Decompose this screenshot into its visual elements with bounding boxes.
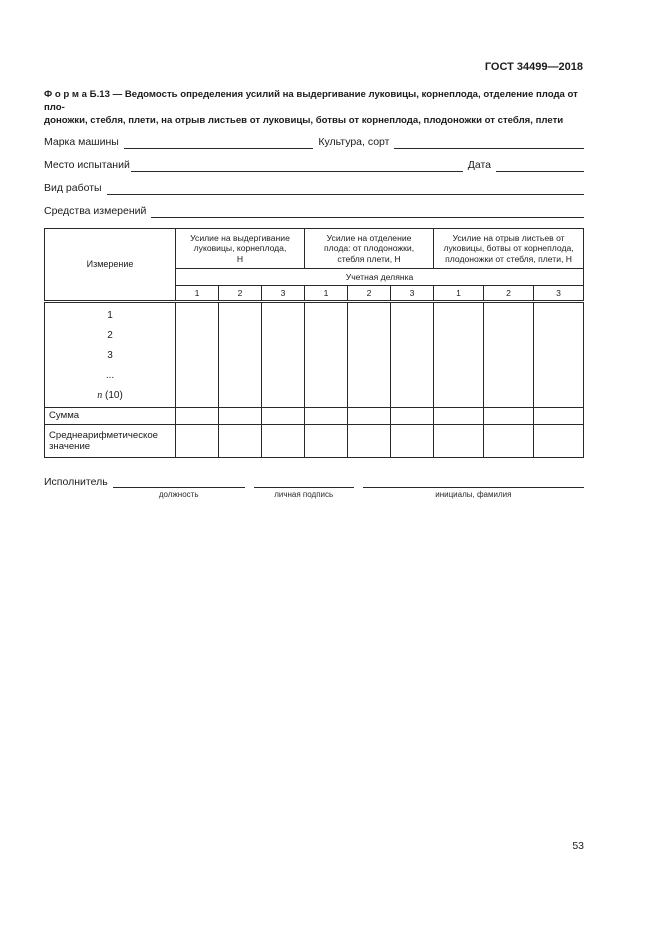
data-cell	[219, 302, 262, 408]
plot-number-cell: 2	[484, 286, 534, 302]
data-cell	[434, 408, 484, 425]
group-header-line: Усилие на отрыв листьев от	[452, 232, 565, 243]
data-cell	[176, 302, 219, 408]
group-header-line: Усилие на отделение	[326, 232, 412, 243]
data-cell	[348, 302, 391, 408]
measurement-number: 3	[107, 350, 113, 361]
table-group-header-row	[45, 229, 584, 269]
data-cell	[305, 425, 348, 458]
signature-field-initials-surname	[363, 476, 584, 499]
signature-line-initials-surname	[363, 476, 584, 488]
plot-number-cell: 1	[434, 286, 484, 302]
blank-line-culture-sort	[394, 137, 584, 149]
signature-sublabel-personal-signature: личная подпись	[274, 490, 334, 499]
blank-line-test-place	[131, 160, 463, 172]
form-title-line2: доножки, стебля, плети, на отрыв листьев от луковицы, ботвы от корнеплода, плодоножки от стебля, плети	[44, 115, 564, 126]
group-header-line: луковицы, ботвы от корнеплода,	[443, 243, 574, 254]
signature-field-personal-signature	[254, 476, 354, 499]
measurement-column-header: Измерение	[45, 229, 176, 302]
data-cell	[262, 302, 305, 408]
measurement-number: 2	[107, 330, 113, 341]
blank-line-machine-brand	[124, 137, 314, 149]
blank-line-measuring-tools	[151, 206, 584, 218]
group-header-line: стебля плети, Н	[337, 253, 401, 264]
data-cell	[305, 408, 348, 425]
measurements-table	[44, 228, 584, 458]
data-cell	[176, 408, 219, 425]
field-label-measuring-tools: Средства измерений	[44, 205, 147, 217]
mean-row-label: Среднеарифметическое значение	[45, 425, 176, 458]
blank-line-date	[496, 160, 584, 172]
sum-row	[45, 408, 584, 425]
data-cell	[176, 425, 219, 458]
force-group-header-pullout	[176, 229, 305, 269]
data-cell	[484, 425, 534, 458]
n-count: (10)	[102, 390, 123, 401]
data-cell	[305, 302, 348, 408]
field-row-machine-culture	[44, 136, 584, 149]
signature-sublabel-initials-surname: инициалы, фамилия	[435, 490, 512, 499]
group-header-line: луковицы, корнеплода,	[193, 243, 287, 254]
plot-number-cell: 3	[262, 286, 305, 302]
executor-block	[44, 476, 584, 499]
executor-label: Исполнитель	[44, 476, 108, 488]
signature-line-personal-signature	[254, 476, 354, 488]
data-cell	[484, 408, 534, 425]
form-title-line1: Ф о р м а Б.13 — Ведомость определения усилий на выдергивание луковицы, корнеплода, отделение плода от пло-	[44, 89, 578, 113]
data-cell	[391, 425, 434, 458]
n-symbol: n	[97, 390, 103, 401]
data-cell	[348, 425, 391, 458]
plot-number-cell: 2	[348, 286, 391, 302]
group-header-line: плода: от плодоножки,	[323, 243, 415, 254]
force-group-header-separation	[305, 229, 434, 269]
data-cell	[391, 408, 434, 425]
plot-header: Учетная делянка	[176, 269, 584, 286]
field-row-measuring-tools	[44, 205, 584, 218]
data-cell	[219, 425, 262, 458]
signature-line-position	[113, 476, 245, 488]
data-cell	[391, 302, 434, 408]
measurements-table-container	[44, 228, 584, 458]
plot-number-cell: 1	[176, 286, 219, 302]
standard-designation: ГОСТ 34499—2018	[484, 61, 583, 73]
measurement-number-n	[47, 386, 173, 406]
data-cell	[534, 425, 584, 458]
force-group-header-tearoff	[434, 229, 584, 269]
data-cell	[534, 302, 584, 408]
field-label-machine-brand: Марка машины	[44, 136, 119, 148]
group-header-line: Н	[236, 253, 244, 264]
plot-number-cell: 2	[219, 286, 262, 302]
field-label-culture-sort: Культура, сорт	[318, 136, 390, 148]
data-cell	[534, 408, 584, 425]
measurement-number-list	[45, 302, 176, 408]
blank-line-work-type	[107, 183, 584, 195]
field-row-work-type	[44, 182, 584, 195]
group-header-line: Усилие на выдергивание	[190, 232, 290, 243]
data-cell	[262, 408, 305, 425]
measurement-data-row	[45, 302, 584, 408]
field-label-test-place: Место испытаний	[44, 159, 130, 171]
data-cell	[484, 302, 534, 408]
field-row-place-date	[44, 159, 584, 172]
data-cell	[434, 302, 484, 408]
sum-row-label: Сумма	[45, 408, 176, 425]
data-cell	[219, 408, 262, 425]
page-number: 53	[572, 840, 584, 852]
data-cell	[434, 425, 484, 458]
signature-field-position	[113, 476, 245, 499]
data-cell	[348, 408, 391, 425]
field-label-work-type: Вид работы	[44, 182, 102, 194]
field-label-date: Дата	[467, 159, 491, 171]
measurement-ellipsis: ...	[105, 370, 115, 381]
plot-number-cell: 1	[305, 286, 348, 302]
signature-sublabel-position: должность	[158, 490, 199, 499]
form-fields	[44, 136, 584, 228]
measurement-number: 1	[107, 310, 113, 321]
plot-number-cell: 3	[391, 286, 434, 302]
data-cell	[262, 425, 305, 458]
group-header-line: плодоножки от стебля, плети, Н	[445, 253, 572, 264]
mean-row	[45, 425, 584, 458]
plot-number-cell: 3	[534, 286, 584, 302]
form-title	[44, 88, 585, 127]
